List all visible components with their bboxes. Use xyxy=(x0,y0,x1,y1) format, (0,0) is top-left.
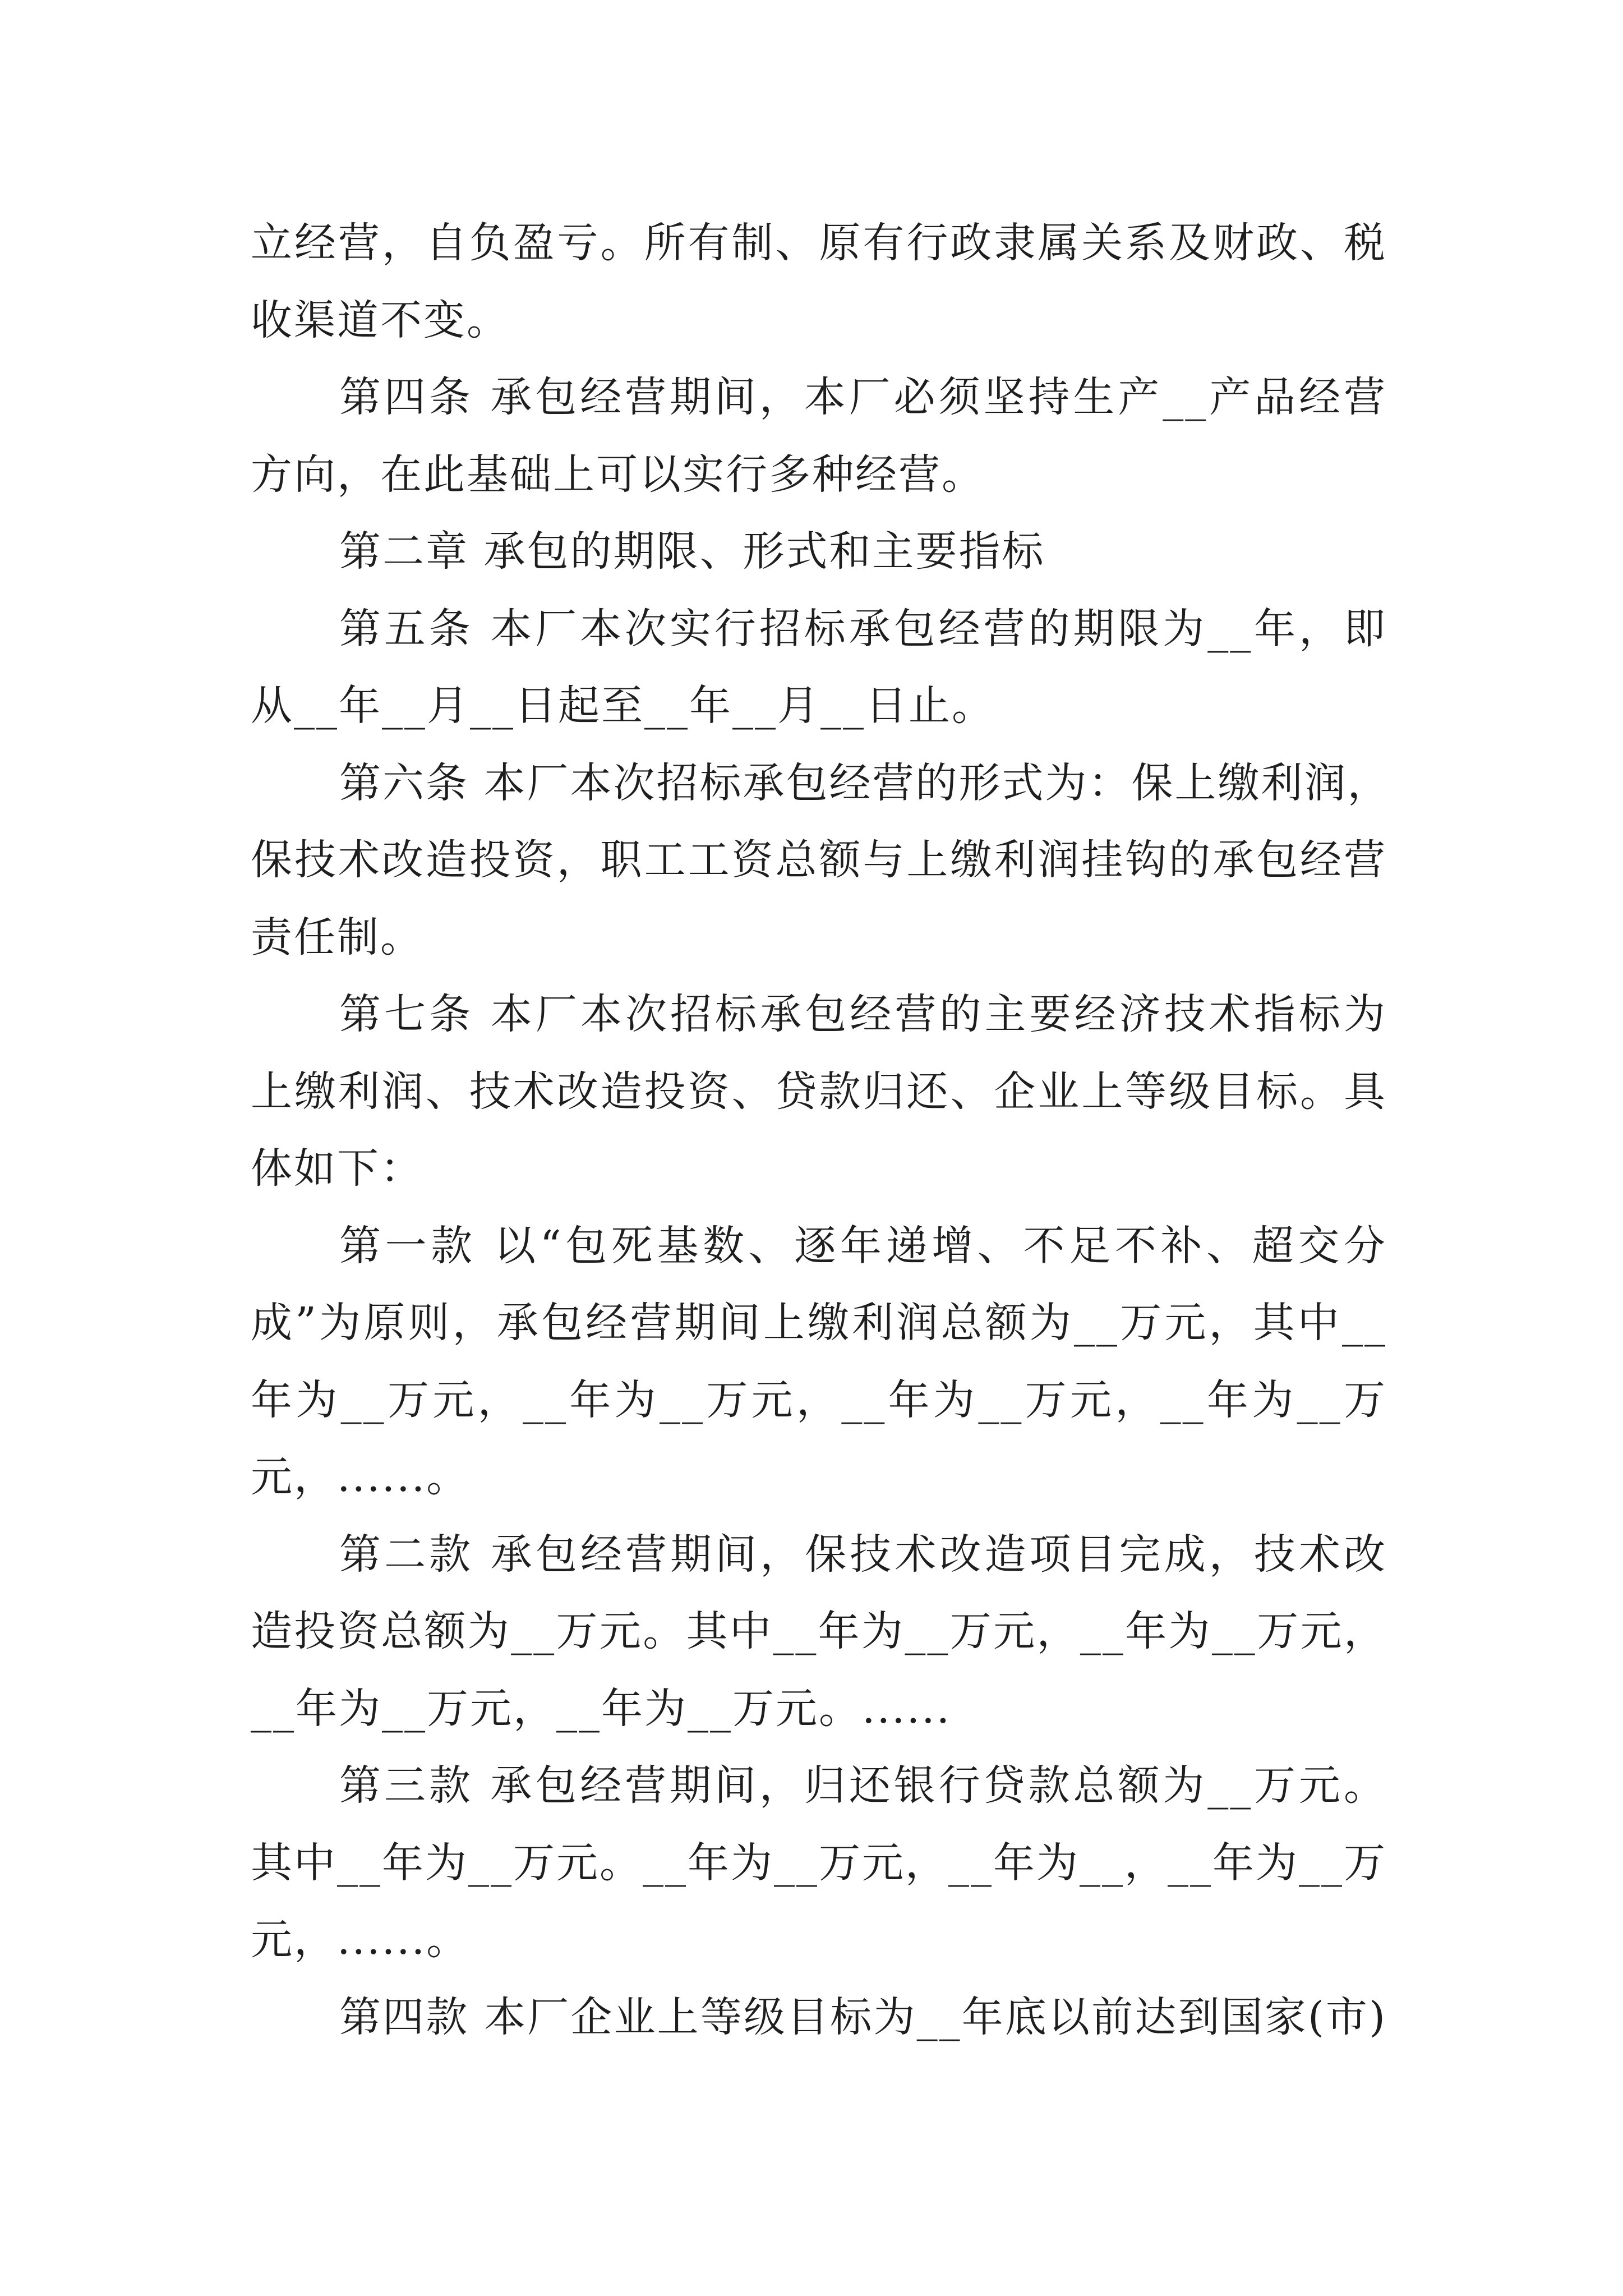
paragraph-line: 元，......。 xyxy=(251,1453,470,1501)
paragraph-line: 上缴利润、技术改造投资、贷款归还、企业上等级目标。具 xyxy=(251,1067,1387,1116)
article-4 xyxy=(251,359,1387,513)
paragraph-line: 第三款 承包经营期间，归还银行贷款总额为__万元。 xyxy=(339,1761,1387,1810)
paragraph-line: 第七条 本厂本次招标承包经营的主要经济技术指标为 xyxy=(339,990,1387,1038)
paragraph-line: 年为__万元，__年为__万元，__年为__万元，__年为__万 xyxy=(251,1375,1387,1424)
paragraph-line: __年为__万元，__年为__万元。...... xyxy=(251,1684,952,1733)
chapter-2-heading xyxy=(251,513,1387,591)
paragraph-line: 成”为原则，承包经营期间上缴利润总额为__万元，其中__ xyxy=(251,1299,1387,1347)
clause-3 xyxy=(251,1747,1387,1979)
paragraph-line: 造投资总额为__万元。其中__年为__万元，__年为__万元， xyxy=(251,1607,1387,1655)
paragraph-line: 第四款 本厂企业上等级目标为__年底以前达到国家(市) xyxy=(339,1993,1387,2041)
paragraph-line: 保技术改造投资，职工工资总额与上缴利润挂钩的承包经营 xyxy=(251,836,1387,884)
chapter-heading: 第二章 承包的期限、形式和主要指标 xyxy=(339,527,1045,576)
clause-2 xyxy=(251,1516,1387,1748)
article-6 xyxy=(251,745,1391,977)
paragraph-line: 方向，在此基础上可以实行多种经营。 xyxy=(251,450,985,499)
paragraph-line: 立经营，自负盈亏。所有制、原有行政隶属关系及财政、税 xyxy=(251,219,1387,267)
article-7 xyxy=(251,976,1387,1208)
paragraph-line: 第五条 本厂本次实行招标承包经营的期限为__年，即 xyxy=(339,604,1387,653)
paragraph-line: 元，......。 xyxy=(251,1916,470,1964)
paragraph-continuation xyxy=(251,205,1387,359)
paragraph-line: 第一款 以“包死基数、逐年递增、不足不补、超交分 xyxy=(339,1221,1387,1270)
clause-1 xyxy=(251,1208,1387,1516)
paragraph-line: 第六条 本厂本次招标承包经营的形式为：保上缴利润， xyxy=(339,758,1391,807)
paragraph-line: 体如下： xyxy=(251,1144,423,1193)
paragraph-line: 收渠道不变。 xyxy=(251,296,510,344)
clause-4 xyxy=(251,1979,1387,2056)
article-5 xyxy=(251,591,1387,745)
paragraph-line: 从__年__月__日起至__年__月__日止。 xyxy=(251,682,995,730)
paragraph-line: 第四条 承包经营期间，本厂必须坚持生产__产品经营 xyxy=(339,373,1387,421)
paragraph-line: 第二款 承包经营期间，保技术改造项目完成，技术改 xyxy=(339,1530,1387,1579)
document-body xyxy=(251,205,1391,2056)
paragraph-line: 责任制。 xyxy=(251,913,423,961)
paragraph-line: 其中__年为__万元。__年为__万元，__年为__，__年为__万 xyxy=(251,1838,1387,1887)
